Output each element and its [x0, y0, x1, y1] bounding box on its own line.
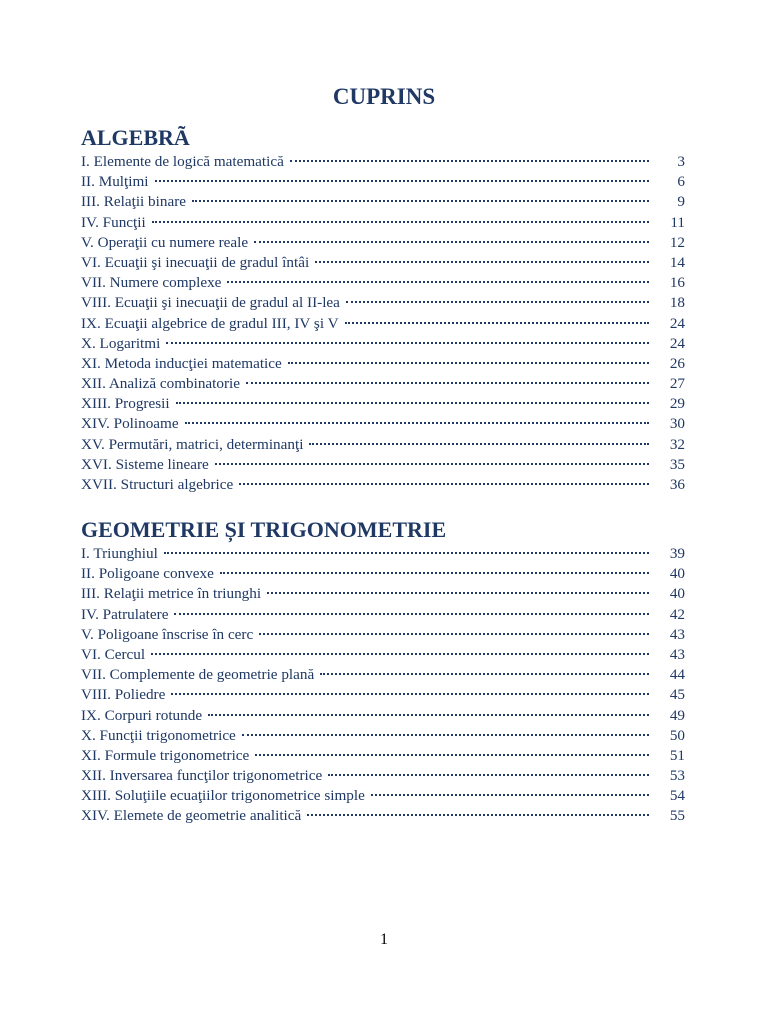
- toc-entry-page: 40: [669, 565, 685, 583]
- dot-leader: [309, 443, 649, 445]
- toc-entry[interactable]: [81, 665, 685, 685]
- dot-leader: [267, 592, 649, 594]
- toc-entry-label: II. Poligoane convexe: [81, 565, 214, 583]
- toc-entry-page: 24: [669, 334, 685, 352]
- toc-entry[interactable]: [81, 334, 685, 354]
- toc-entry-label: XIV. Polinoame: [81, 415, 179, 433]
- dot-leader: [155, 180, 650, 182]
- toc-entry[interactable]: [81, 544, 685, 564]
- toc-entry-label: VII. Complemente de geometrie plană: [81, 666, 315, 684]
- dot-leader: [315, 261, 649, 263]
- toc-entry-label: VIII. Ecuaţii şi inecuaţii de gradul al II-lea: [81, 294, 340, 312]
- dot-leader: [166, 342, 649, 344]
- toc-entry[interactable]: [81, 192, 685, 212]
- dot-leader: [215, 463, 649, 465]
- toc-entry-page: 12: [669, 233, 685, 251]
- toc-entry[interactable]: [81, 766, 685, 786]
- toc-entry-page: 51: [669, 746, 685, 764]
- toc-entry-label: IV. Funcţii: [81, 213, 146, 231]
- toc-entry-label: X. Funcţii trigonometrice: [81, 726, 236, 744]
- toc-entry[interactable]: [81, 564, 685, 584]
- section-algebra: [81, 124, 685, 495]
- toc-entry-page: 39: [669, 545, 685, 562]
- dot-leader: [242, 734, 649, 736]
- toc-entry-label: IV. Patrulatere: [81, 605, 169, 623]
- toc-entry-page: 29: [669, 395, 685, 413]
- toc-entry-label: IX. Corpuri rotunde: [81, 706, 203, 724]
- dot-leader: [227, 281, 649, 283]
- toc-entry-page: 3: [677, 153, 685, 170]
- toc-entry[interactable]: [81, 213, 685, 233]
- toc-entry-label: VI. Cercul: [81, 645, 146, 663]
- toc-entry[interactable]: [81, 394, 685, 414]
- toc-entry-label: V. Poligoane înscrise în cerc: [81, 625, 254, 643]
- section-geometry: [81, 516, 685, 827]
- toc-entry-page: 24: [669, 314, 685, 332]
- toc-entry[interactable]: [81, 435, 685, 455]
- toc-entry-page: 43: [669, 625, 685, 643]
- dot-leader: [320, 673, 649, 675]
- toc-list: [81, 544, 685, 827]
- toc-entry-page: 26: [669, 354, 685, 372]
- toc-entry-label: XIV. Elemete de geometrie analitică: [81, 807, 302, 825]
- toc-entry[interactable]: [81, 455, 685, 475]
- dot-leader: [288, 362, 649, 364]
- toc-entry[interactable]: [81, 253, 685, 273]
- dot-leader: [246, 382, 649, 384]
- toc-entry-page: 53: [669, 767, 685, 785]
- toc-entry-page: 18: [669, 294, 685, 312]
- toc-entry[interactable]: [81, 374, 685, 394]
- toc-entry[interactable]: [81, 354, 685, 374]
- dot-leader: [259, 633, 649, 635]
- dot-leader: [328, 774, 649, 776]
- toc-entry-label: XII. Analiză combinatorie: [81, 375, 240, 393]
- toc-list: [81, 152, 685, 495]
- toc-entry-page: 50: [669, 726, 685, 744]
- toc-entry-page: 45: [669, 686, 685, 704]
- dot-leader: [176, 402, 649, 404]
- toc-entry-label: XIII. Soluţiile ecuaţiilor trigonometrice simple: [81, 787, 365, 805]
- dot-leader: [192, 200, 649, 202]
- toc-entry-label: V. Operaţii cu numere reale: [81, 233, 249, 251]
- dot-leader: [254, 241, 649, 243]
- dot-leader: [220, 572, 649, 574]
- toc-entry-label: VII. Numere complexe: [81, 274, 222, 292]
- toc-entry-page: 55: [669, 807, 685, 825]
- toc-entry[interactable]: [81, 273, 685, 293]
- toc-entry-page: 27: [669, 375, 685, 393]
- toc-entry[interactable]: [81, 172, 685, 192]
- toc-entry[interactable]: [81, 414, 685, 434]
- toc-entry[interactable]: [81, 625, 685, 645]
- toc-entry-label: I. Triunghiul: [81, 545, 158, 562]
- toc-entry-page: 11: [670, 213, 685, 231]
- dot-leader: [152, 221, 649, 223]
- section-heading: GEOMETRIE ȘI TRIGONOMETRIE: [81, 517, 447, 542]
- toc-entry-page: 30: [669, 415, 685, 433]
- toc-entry-page: 35: [669, 455, 685, 473]
- toc-entry-page: 9: [677, 193, 685, 211]
- toc-entry-label: VIII. Poliedre: [81, 686, 166, 704]
- dot-leader: [307, 814, 649, 816]
- dot-leader: [174, 613, 649, 615]
- dot-leader: [171, 693, 649, 695]
- dot-leader: [346, 301, 649, 303]
- toc-entry[interactable]: [81, 726, 685, 746]
- page-number: 1: [380, 931, 388, 948]
- toc-entry[interactable]: [81, 605, 685, 625]
- toc-entry-page: 54: [669, 787, 685, 805]
- dot-leader: [255, 754, 649, 756]
- toc-entry[interactable]: [81, 233, 685, 253]
- dot-leader: [345, 322, 649, 324]
- dot-leader: [290, 160, 649, 162]
- toc-entry-page: 14: [669, 253, 685, 271]
- toc-entry[interactable]: [81, 152, 685, 172]
- dot-leader: [151, 653, 649, 655]
- toc-entry-label: IX. Ecuaţii algebrice de gradul III, IV şi V: [81, 314, 339, 332]
- toc-entry-page: 16: [669, 274, 685, 292]
- toc-entry-label: XI. Formule trigonometrice: [81, 746, 250, 764]
- toc-entry-page: 6: [677, 173, 685, 191]
- toc-entry[interactable]: [81, 645, 685, 665]
- toc-entry[interactable]: [81, 685, 685, 705]
- toc-entry-label: III. Relaţii metrice în triunghi: [81, 585, 262, 603]
- toc-entry[interactable]: [81, 293, 685, 313]
- toc-entry[interactable]: [81, 786, 685, 806]
- dot-leader: [371, 794, 649, 796]
- toc-entry-label: II. Mulţimi: [81, 173, 149, 191]
- toc-entry-label: XI. Metoda inducţiei matematice: [81, 354, 282, 372]
- dot-leader: [208, 714, 649, 716]
- toc-entry-label: VI. Ecuaţii şi inecuaţii de gradul întâi: [81, 253, 310, 271]
- toc-entry-label: I. Elemente de logică matematică: [81, 153, 284, 170]
- toc-entry[interactable]: [81, 314, 685, 334]
- toc-entry-label: X. Logaritmi: [81, 334, 161, 352]
- toc-entry-page: 49: [669, 706, 685, 724]
- toc-entry-page: 43: [669, 645, 685, 663]
- toc-entry-label: XVII. Structuri algebrice: [81, 476, 234, 493]
- toc-entry-page: 32: [669, 435, 685, 453]
- toc-entry-label: XII. Inversarea funcţilor trigonometrice: [81, 767, 323, 785]
- toc-entry[interactable]: [81, 806, 685, 826]
- toc-entry[interactable]: [81, 746, 685, 766]
- toc-entry-page: 36: [669, 476, 685, 493]
- toc-entry[interactable]: [81, 475, 685, 495]
- section-heading: ALGEBRÃ: [81, 125, 190, 150]
- toc-entry-label: XV. Permutări, matrici, determinanţi: [81, 435, 304, 453]
- toc-entry-page: 44: [669, 666, 685, 684]
- toc-entry[interactable]: [81, 584, 685, 604]
- dot-leader: [239, 483, 649, 485]
- dot-leader: [185, 422, 649, 424]
- toc-entry-label: III. Relaţii binare: [81, 193, 186, 211]
- toc-entry-page: 42: [669, 605, 685, 623]
- toc-entry-label: XIII. Progresii: [81, 395, 170, 413]
- toc-entry-page: 40: [669, 585, 685, 603]
- dot-leader: [164, 552, 649, 554]
- page-title: CUPRINS: [332, 84, 436, 109]
- toc-entry-label: XVI. Sisteme lineare: [81, 455, 209, 473]
- toc-entry[interactable]: [81, 706, 685, 726]
